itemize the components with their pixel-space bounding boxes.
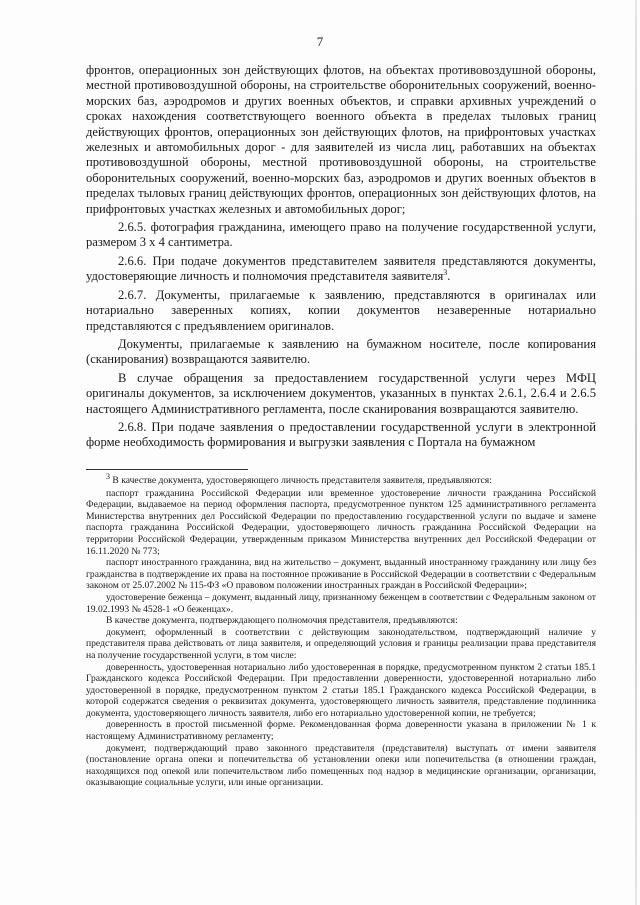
footnote-paragraph-1-text: В качестве документа, удостоверяющего личность представителя заявителя, предъявляются: (112, 475, 492, 486)
body-paragraph-7: 2.6.8. При подаче заявления о предоставлении государственной услуги в электронной форме необходимость формирования и выгрузки заявления с Портала на бумажном (86, 419, 596, 450)
footnote-paragraph-2: паспорт гражданина Российской Федерации или временное удостоверение личности гражданина Российской Федерации, выдаваемое на период оформления паспорта, предусмотренное пунктом 125 административного регламента Министерства внутренних дел Российской Федерации по предоставлению государственной услуги по выдаче и замене паспорта гражданина Российской Федерации, удостоверяющего личность гражданина Российской Федерации на территории Российской Федерации, утвержденным приказом Министерства внутренних дел Российской Федерации от 16.11.2020 № 773; (86, 487, 596, 557)
footnote-block (86, 471, 596, 789)
scan-edge (635, 0, 637, 905)
body-paragraph-4: 2.6.7. Документы, прилагаемые к заявлению, представляются в оригиналах или нотариально заверенных копиях, копии документов незаверенные нотариально представляются с предъявлением оригиналов. (86, 287, 596, 333)
document-body (86, 63, 596, 451)
page-number: 7 (316, 34, 324, 49)
body-paragraph-3-end: . (447, 269, 451, 284)
footnote-separator (86, 469, 248, 470)
footnote-paragraph-5: В качестве документа, подтверждающего полномочия представителя, предъявляются: (106, 615, 458, 627)
footnote-paragraph-8: доверенность в простой письменной форме. Рекомендованная форма доверенности указана в приложении № 1 к настоящему Административному регламенту; (86, 719, 596, 743)
body-paragraph-3 (86, 254, 596, 285)
footnote-reference[interactable]: 3 (443, 268, 448, 278)
body-paragraph-2: 2.6.5. фотография гражданина, имеющего право на получение государственной услуги, размером 3 х 4 сантиметра. (86, 220, 596, 250)
footnote-paragraph-1 (86, 471, 596, 487)
body-paragraph-6: В случае обращения за предоставлением государственной услуги через МФЦ оригиналы документов, за исключением документов, указанных в пунктах 2.6.1, 2.6.4 и 2.6.5 настоящего Административного регламента, после сканирования возвращаются заявителю. (86, 370, 596, 416)
footnote-paragraph-4: удостоверение беженца – документ, выданный лицу, признанному беженцем в соответствии с Федеральным законом от 19.02.1993 № 4528-1 «О беженцах». (86, 591, 596, 615)
footnote-paragraph-6: документ, оформленный в соответствии с действующим законодательством, подтверждающий наличие у представителя права действовать от лица заявителя, и определяющий условия и границы реализации права представителя на получение государственной услуги, в том числе: (86, 626, 596, 661)
footnote-paragraph-7: доверенность, удостоверенная нотариально либо удостоверенная в порядке, предусмотренном пунктом 2 статьи 185.1 Гражданского кодекса Российской Федерации. При предоставлении доверенности, удостоверенной нотариально либо удостоверенной в порядке, предусмотренном пунктом 2 статьи 185.1 Гражданского кодекса Российской Федерации, в которой содержатся сведения о реквизитах документа, удостоверяющего личность заявителя, представление подлинника документа, удостоверяющего личность заявителя, либо его нотариально удостоверенной копии, не требуется; (86, 661, 596, 719)
footnote-paragraph-9: документ, подтверждающий право законного представителя (представителя) выступать от имени заявителя (постановление органа опеки и попечительства об установлении опеки или попечительства (в отношении граждан, находящихся под опекой или попечительством либо помещенных под надзор в медицинские организации, организации, оказывающие социальные услуги, или иные организации. (86, 742, 596, 789)
body-paragraph-1: фронтов, операционных зон действующих флотов, на объектах противовоздушной обороны, местной противовоздушной обороны, на строительстве оборонительных сооружений, военно-морских баз, аэродромов и других военных объектов, и справки архивных учреждений о сроках нахождения соответствующего военного объекта в пределах тыловых границ действующих фронтов, операционных зон действующих флотов, на прифронтовых участках железных и автомобильных дорог - для заявителей из числа лиц, работавших на объектах противовоздушной обороны, местной противовоздушной обороны, на строительстве оборонительных сооружений, военно-морских баз, аэродромов и других военных объектов в пределах тыловых границ действующих фронтов, операционных зон действующих флотов, на прифронтовых участках железных и автомобильных дорог; (86, 63, 596, 216)
body-paragraph-5: Документы, прилагаемые к заявлению на бумажном носителе, после копирования (сканирования) возвращаются заявителю. (86, 336, 596, 367)
body-paragraph-3-text: 2.6.6. При подаче документов представителем заявителя представляются документы, удостоверяющие личность и полномочия представителя заявителя (86, 253, 596, 284)
footnote-mark: 3 (106, 471, 110, 481)
footnote-paragraph-3: паспорт иностранного гражданина, вид на жительство – документ, выданный иностранному гражданину или лицу без гражданства в подтверждение их права на постоянное проживание в Российской Федерации в соответствии с Федеральным законом от 25.07.2002 № 115-ФЗ «О правовом положении иностранных граждан в Российской Федерации»; (86, 557, 596, 592)
